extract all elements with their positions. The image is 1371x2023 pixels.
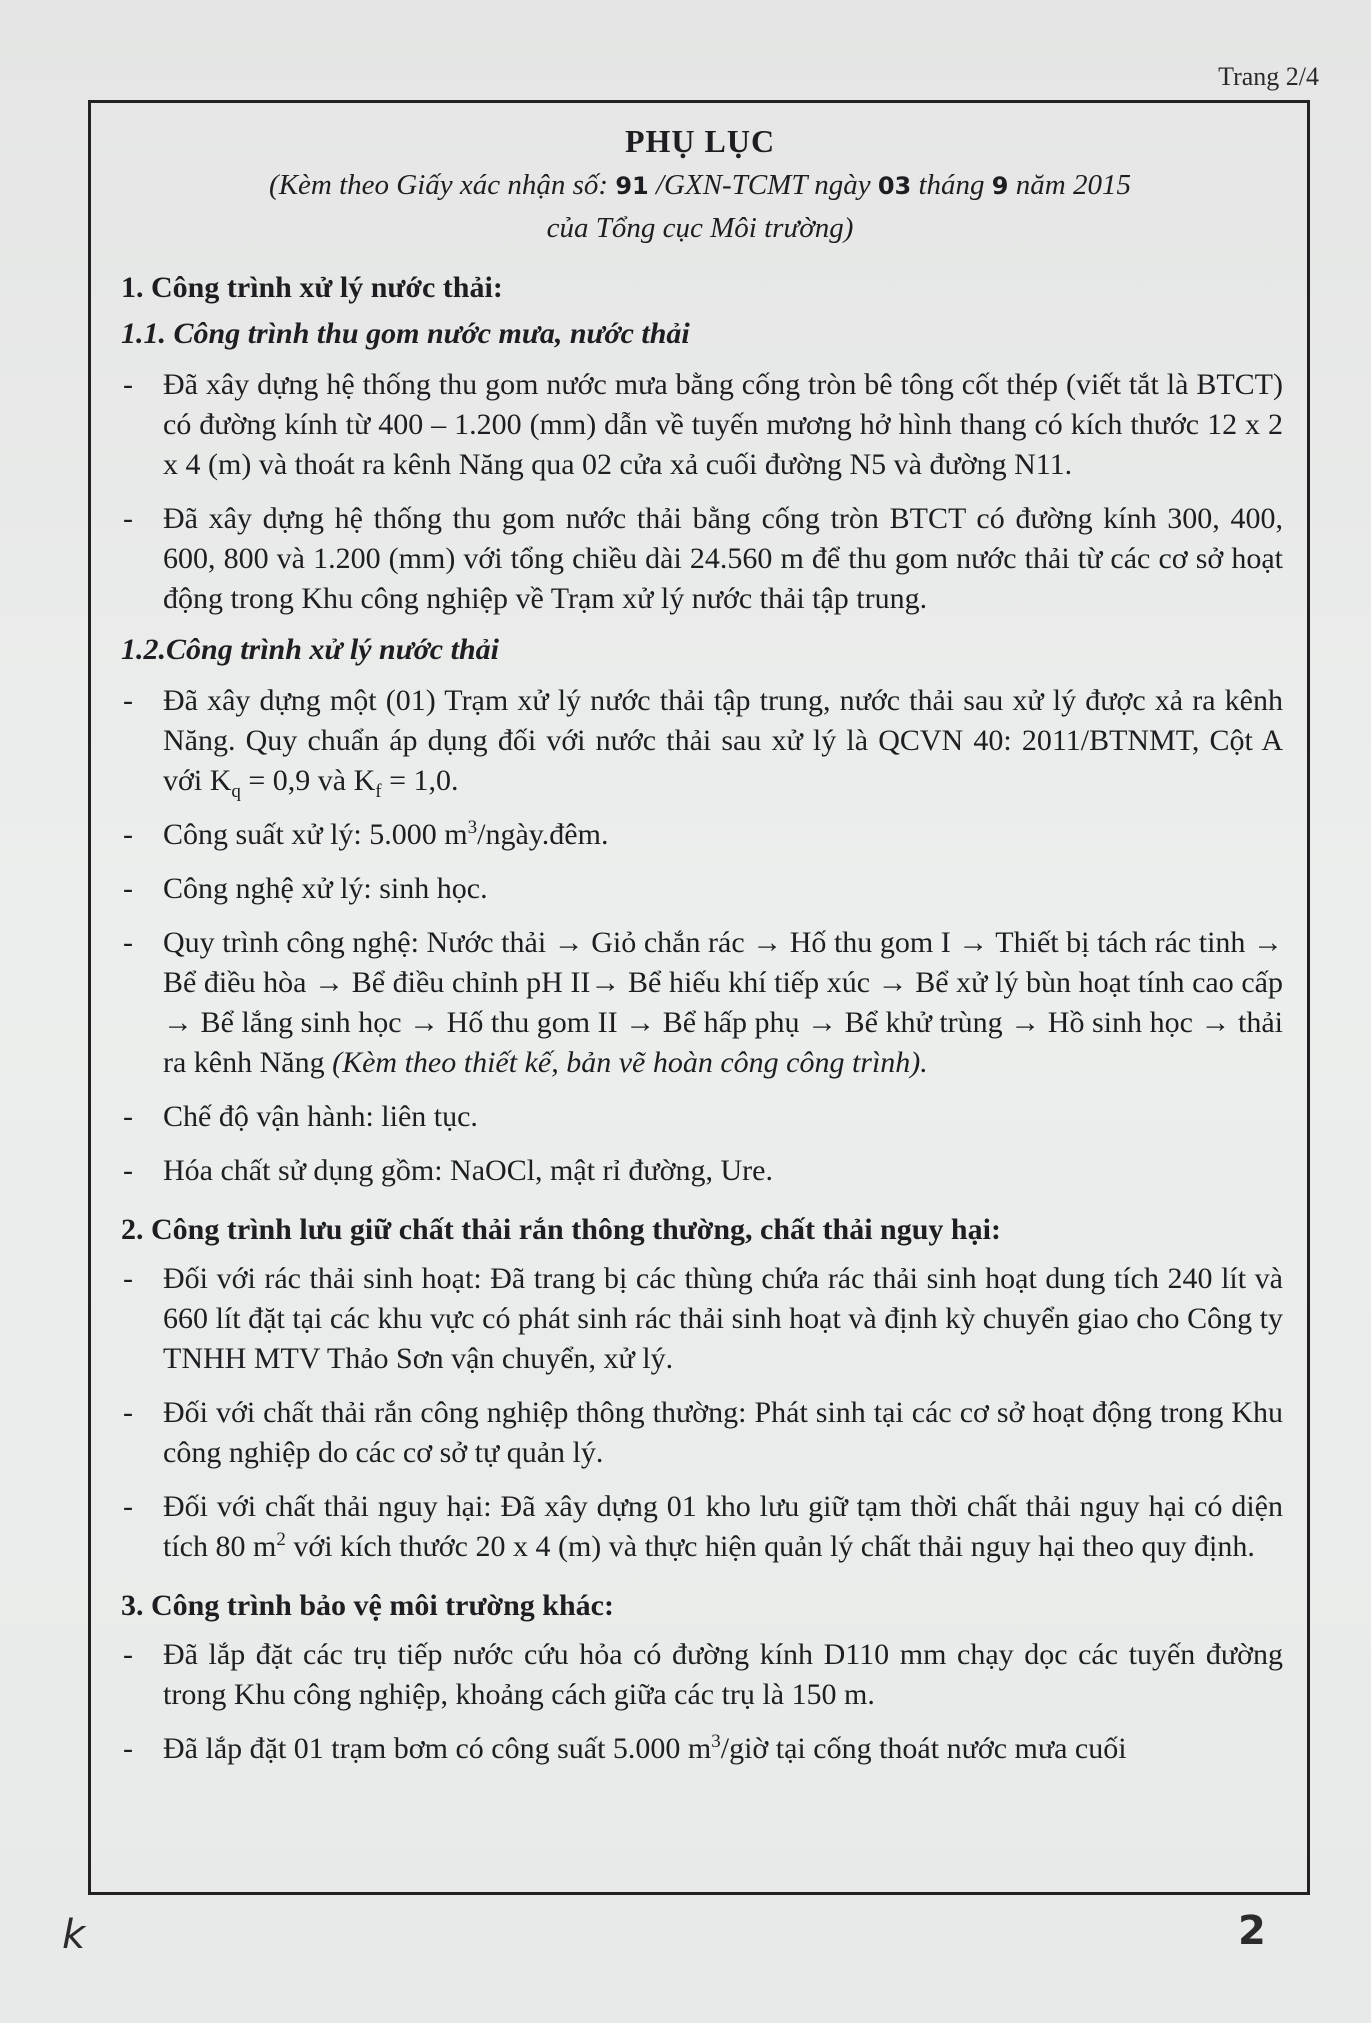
handwritten-initial: k — [62, 1912, 86, 1958]
list-item — [121, 365, 1283, 485]
list-item — [121, 1151, 1283, 1191]
bullet-dash: - — [123, 872, 133, 905]
bullet-dash: - — [123, 926, 133, 959]
bullet-dash: - — [123, 684, 133, 717]
bullet-dash: - — [123, 1490, 133, 1523]
list-item-text: Đã lắp đặt các trụ tiếp nước cứu hỏa có đường kính D110 mm chạy dọc các tuyến đường trong Khu công nghiệp, khoảng cách giữa các trụ là 150 m. — [163, 1638, 1283, 1711]
appendix-title: PHỤ LỤC — [624, 123, 776, 159]
list-item — [121, 1097, 1283, 1137]
handwritten-page-mark: 2 — [1238, 1908, 1266, 1954]
subtitle-prefix: (Kèm theo Giấy xác nhận số: — [269, 169, 616, 201]
page-number: Trang 2/4 — [1218, 62, 1319, 91]
list-item-text: Quy trình công nghệ: Nước thải → Giỏ chắn rác → Hố thu gom I → Thiết bị tách rác tinh → Bể điều hòa → Bể điều chỉnh pH II→ Bể hiếu khí tiếp xúc → Bể xử lý bùn hoạt tính cao cấp → Bể lắng sinh học → Hố thu gom II → Bể hấp phụ → Bể khử trùng → Hồ sinh học → thải ra kênh Năng (Kèm theo thiết kế, bản vẽ hoàn công công trình). — [163, 926, 1283, 1079]
list-item — [121, 815, 1283, 855]
section-1-2-heading: 1.2.Công trình xử lý nước thải — [121, 633, 499, 666]
bullet-dash: - — [123, 1732, 133, 1765]
list-item — [121, 499, 1283, 619]
subtitle-mid2: tháng — [911, 169, 992, 201]
appendix-subtitle-line2: của Tổng cục Môi trường) — [546, 212, 854, 244]
list-item — [121, 1729, 1283, 1769]
bullet-dash: - — [123, 1262, 133, 1295]
bullet-dash: - — [123, 368, 133, 401]
bullet-dash: - — [123, 1396, 133, 1429]
list-item-text: Chế độ vận hành: liên tục. — [163, 1100, 478, 1133]
bullet-dash: - — [123, 502, 133, 535]
list-item-text: Hóa chất sử dụng gồm: NaOCl, mật rỉ đường, Ure. — [163, 1154, 773, 1187]
list-item-text: Đã xây dựng hệ thống thu gom nước mưa bằng cống tròn bê tông cốt thép (viết tắt là BTCT) có đường kính từ 400 – 1.200 (mm) dẫn về tuyến mương hở hình thang có kích thước 12 x 2 x 4 (m) và thoát ra kênh Năng qua 02 cửa xả cuối đường N5 và đường N11. — [163, 368, 1283, 481]
bullet-dash: - — [123, 1100, 133, 1133]
section-3-heading: 3. Công trình bảo vệ môi trường khác: — [121, 1589, 614, 1622]
list-item — [121, 1259, 1283, 1379]
bullet-dash: - — [123, 1638, 133, 1671]
list-item-text: Đối với chất thải rắn công nghiệp thông thường: Phát sinh tại các cơ sở hoạt động trong Khu công nghiệp do các cơ sở tự quản lý. — [163, 1396, 1283, 1469]
list-item — [121, 1487, 1283, 1567]
subtitle-mid1: /GXN-TCMT ngày — [648, 169, 878, 201]
list-item-text: Đã xây dựng một (01) Trạm xử lý nước thải tập trung, nước thải sau xử lý được xả ra kênh Năng. Quy chuẩn áp dụng đối với nước thải sau xử lý là QCVN 40: 2011/BTNMT, Cột A với $K_q = 0,9$ và $K_f = 1,0$. — [163, 684, 1283, 802]
bullet-dash: - — [123, 818, 133, 851]
list-item-text: Công suất xử lý: 5.000 $m^3/ngày.đêm$. — [163, 817, 609, 851]
appendix-subtitle — [117, 164, 1283, 207]
section-1-heading: 1. Công trình xử lý nước thải: — [121, 271, 503, 304]
list-item-text: Đã xây dựng hệ thống thu gom nước thải bằng cống tròn BTCT có đường kính 300, 400, 600, 800 và 1.200 (mm) với tổng chiều dài 24.560 m để thu gom nước thải từ các cơ sở hoạt động trong Khu công nghiệp về Trạm xử lý nước thải tập trung. — [163, 502, 1283, 615]
list-item — [121, 681, 1283, 801]
list-item — [121, 869, 1283, 909]
list-item — [121, 1393, 1283, 1473]
subtitle-end: năm 2015 — [1008, 169, 1131, 201]
day-handwritten: 03 — [877, 172, 912, 200]
list-item-text: Công nghệ xử lý: sinh học. — [163, 872, 488, 905]
list-item-text: Đã lắp đặt 01 trạm bơm có công suất 5.000 $m^3$/giờ tại cống thoát nước mưa cuối — [163, 1731, 1127, 1765]
list-item — [121, 923, 1283, 1083]
month-handwritten: 9 — [991, 172, 1009, 200]
list-item-text: Đối với rác thải sinh hoạt: Đã trang bị các thùng chứa rác thải sinh hoạt dung tích 240 lít và 660 lít đặt tại các khu vực có phát sinh rác thải sinh hoạt và định kỳ chuyển giao cho Công ty TNHH MTV Thảo Sơn vận chuyển, xử lý. — [163, 1262, 1283, 1375]
list-item-text: Đối với chất thải nguy hại: Đã xây dựng 01 kho lưu giữ tạm thời chất thải nguy hại có diện tích 80 $m^2$ với kích thước 20 x 4 (m) và thực hiện quản lý chất thải nguy hại theo quy định. — [163, 1490, 1283, 1563]
appendix-frame — [88, 100, 1310, 1895]
cert-number-handwritten: 91 — [615, 172, 649, 200]
section-1-1-heading: 1.1. Công trình thu gom nước mưa, nước thải — [121, 317, 690, 350]
section-2-heading: 2. Công trình lưu giữ chất thải rắn thông thường, chất thải nguy hại: — [121, 1213, 1001, 1246]
bullet-dash: - — [123, 1154, 133, 1187]
list-item — [121, 1635, 1283, 1715]
